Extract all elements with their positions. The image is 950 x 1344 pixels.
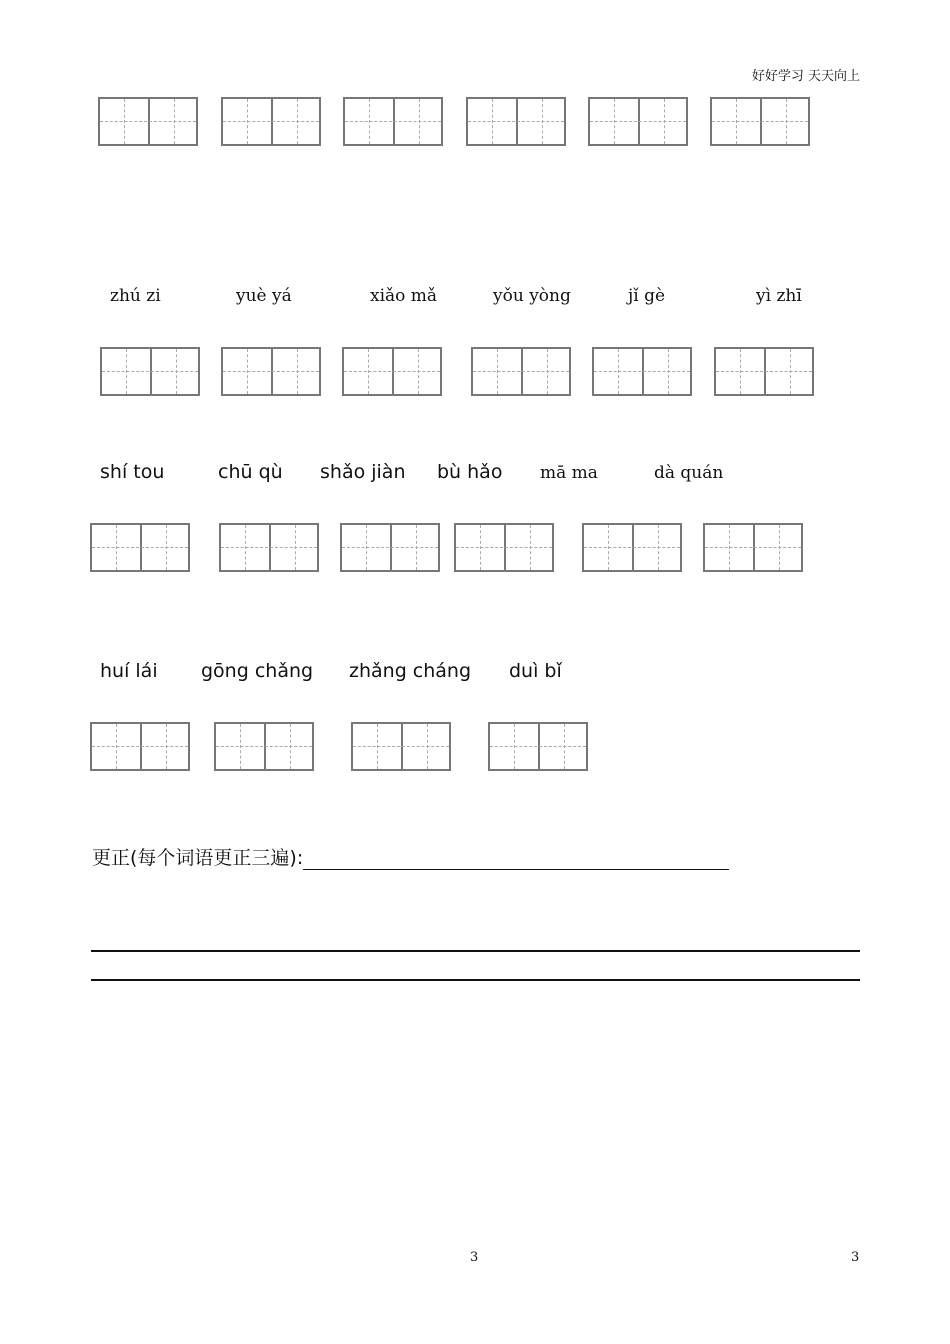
pinyin-word: yǒu yòng <box>493 286 571 306</box>
pinyin-word: duì bǐ <box>509 660 562 682</box>
pinyin-word: chū qù <box>218 461 283 483</box>
page-number-center: 3 <box>470 1250 479 1265</box>
writing-grid[interactable] <box>214 722 314 771</box>
writing-grid[interactable] <box>710 97 810 146</box>
pinyin-word: gōng chǎng <box>201 660 314 682</box>
writing-grid[interactable] <box>582 523 682 572</box>
writing-grid[interactable] <box>343 97 443 146</box>
pinyin-word: shǎo jiàn <box>320 461 406 483</box>
writing-grid[interactable] <box>351 722 451 771</box>
writing-line[interactable] <box>91 950 860 952</box>
pinyin-word: zhú zi <box>110 286 161 306</box>
pinyin-word: zhǎng cháng <box>349 660 472 682</box>
correction-label: 更正(每个词语更正三遍): <box>92 847 304 869</box>
pinyin-word: yuè yá <box>236 286 292 306</box>
writing-grid[interactable] <box>471 347 571 396</box>
correction-section <box>92 843 729 870</box>
pinyin-word: xiǎo mǎ <box>370 286 438 306</box>
pinyin-word: jǐ gè <box>628 286 666 306</box>
writing-grid[interactable] <box>221 97 321 146</box>
writing-grid[interactable] <box>342 347 442 396</box>
writing-grid[interactable] <box>340 523 440 572</box>
pinyin-word: shí tou <box>100 461 165 483</box>
page-number-right: 3 <box>851 1250 860 1265</box>
writing-grid[interactable] <box>588 97 688 146</box>
writing-line[interactable] <box>91 979 860 981</box>
writing-grid[interactable] <box>466 97 566 146</box>
writing-grid[interactable] <box>219 523 319 572</box>
writing-grid[interactable] <box>98 97 198 146</box>
writing-grid[interactable] <box>221 347 321 396</box>
writing-grid[interactable] <box>90 523 190 572</box>
writing-grid[interactable] <box>100 347 200 396</box>
pinyin-word: bù hǎo <box>437 461 503 483</box>
writing-grid[interactable] <box>488 722 588 771</box>
writing-grid[interactable] <box>714 347 814 396</box>
pinyin-word: huí lái <box>100 660 158 682</box>
page-header: 好好学习 天天向上 <box>751 69 860 84</box>
pinyin-word: yì zhī <box>756 286 802 306</box>
correction-blank[interactable] <box>303 849 729 870</box>
pinyin-word: mā ma <box>540 463 598 483</box>
writing-grid[interactable] <box>592 347 692 396</box>
writing-grid[interactable] <box>90 722 190 771</box>
writing-grid[interactable] <box>454 523 554 572</box>
pinyin-word: dà quán <box>654 463 724 483</box>
writing-grid[interactable] <box>703 523 803 572</box>
